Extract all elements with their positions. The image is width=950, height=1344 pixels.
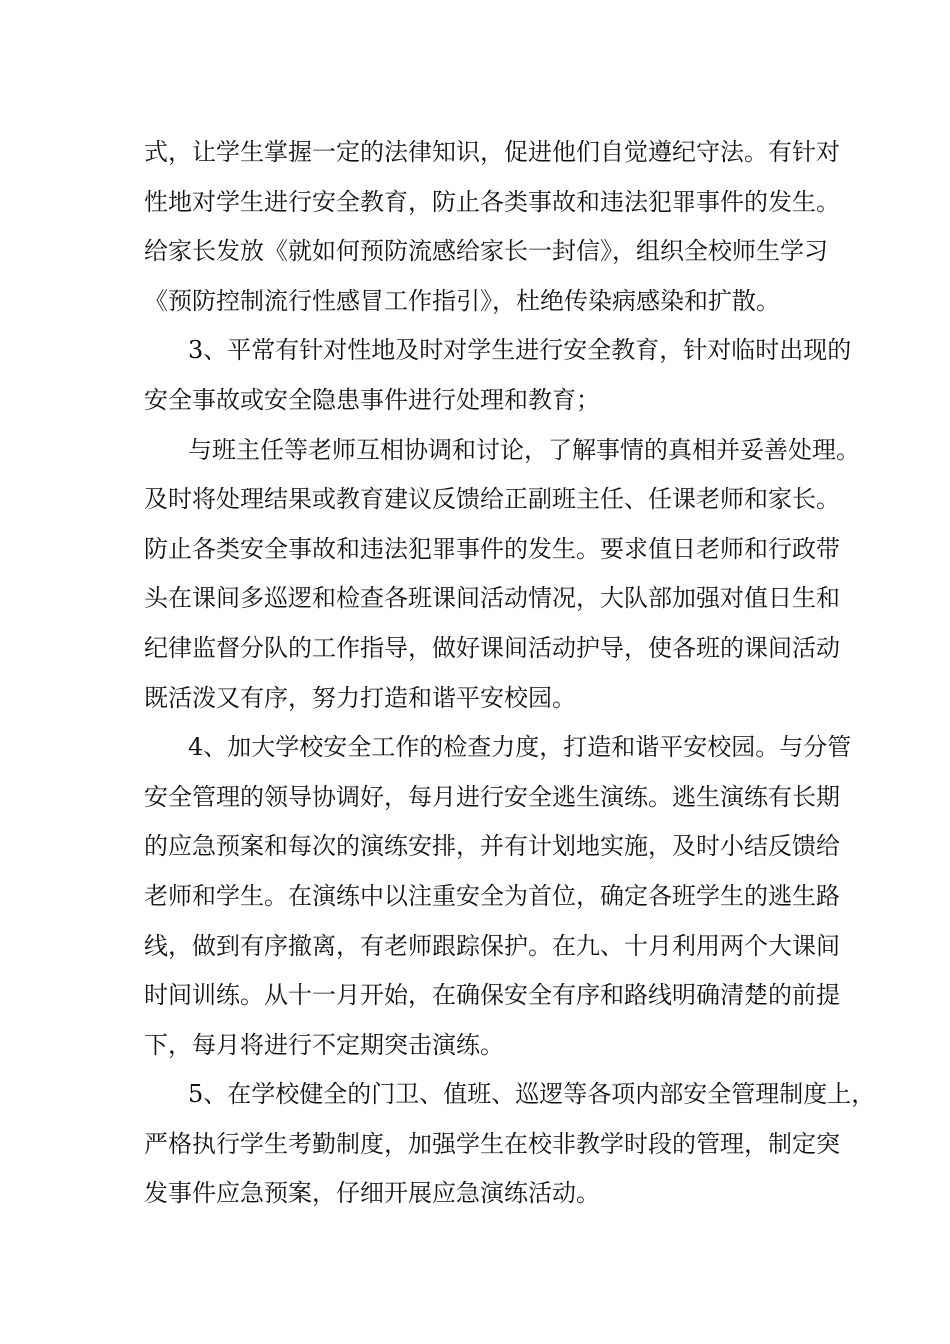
paragraph-start-line: 3、平常有针对性地及时对学生进行安全教育，针对临时出现的 — [188, 336, 852, 365]
text-line: 下，每月将进行不定期突击演练。 — [144, 1030, 504, 1059]
text-line: 《预防控制流行性感冒工作指引》，杜绝传染病感染和扩散。 — [144, 286, 780, 315]
text-line: 头在课间多巡逻和检查各班课间活动情况，大队部加强对值日生和 — [144, 584, 840, 613]
body-text — [144, 128, 876, 1219]
text-line: 纪律监督分队的工作指导，做好课间活动护导，使各班的课间活动 — [144, 633, 840, 662]
text-line: 防止各类安全事故和违法犯罪事件的发生。要求值日老师和行政带 — [144, 534, 840, 563]
text-line: 发事件应急预案，仔细开展应急演练活动。 — [144, 1179, 600, 1208]
paragraph-start-line: 与班主任等老师互相协调和讨论，了解事情的真相并妥善处理。 — [188, 435, 860, 464]
text-line: 式，让学生掌握一定的法律知识，促进他们自觉遵纪守法。有针对 — [144, 138, 840, 166]
paragraph-start-line: 5、在学校健全的门卫、值班、巡逻等各项内部安全管理制度上， — [188, 1080, 876, 1109]
text-line: 时间训练。从十一月开始，在确保安全有序和路线明确清楚的前提 — [144, 981, 840, 1010]
text-line: 老师和学生。在演练中以注重安全为首位，确定各班学生的逃生路 — [144, 881, 840, 910]
text-line: 安全管理的领导协调好，每月进行安全逃生演练。逃生演练有长期 — [144, 782, 840, 811]
paragraph-start-line: 4、加大学校安全工作的检查力度，打造和谐平安校园。与分管 — [188, 733, 852, 762]
text-line: 既活泼又有序，努力打造和谐平安校园。 — [144, 683, 576, 712]
text-line: 安全事故或安全隐患事件进行处理和教育； — [144, 385, 600, 414]
text-line: 严格执行学生考勤制度，加强学生在校非教学时段的管理，制定突 — [144, 1129, 840, 1158]
text-line: 及时将处理结果或教育建议反馈给正副班主任、任课老师和家长。 — [144, 485, 840, 514]
text-line: 性地对学生进行安全教育，防止各类事故和违法犯罪事件的发生。 — [144, 187, 840, 216]
text-line: 给家长发放《就如何预防流感给家长一封信》，组织全校师生学习 — [144, 237, 828, 266]
text-line: 的应急预案和每次的演练安排，并有计划地实施，及时小结反馈给 — [144, 832, 840, 861]
text-line: 线，做到有序撤离，有老师跟踪保护。在九、十月利用两个大课间 — [144, 931, 840, 960]
